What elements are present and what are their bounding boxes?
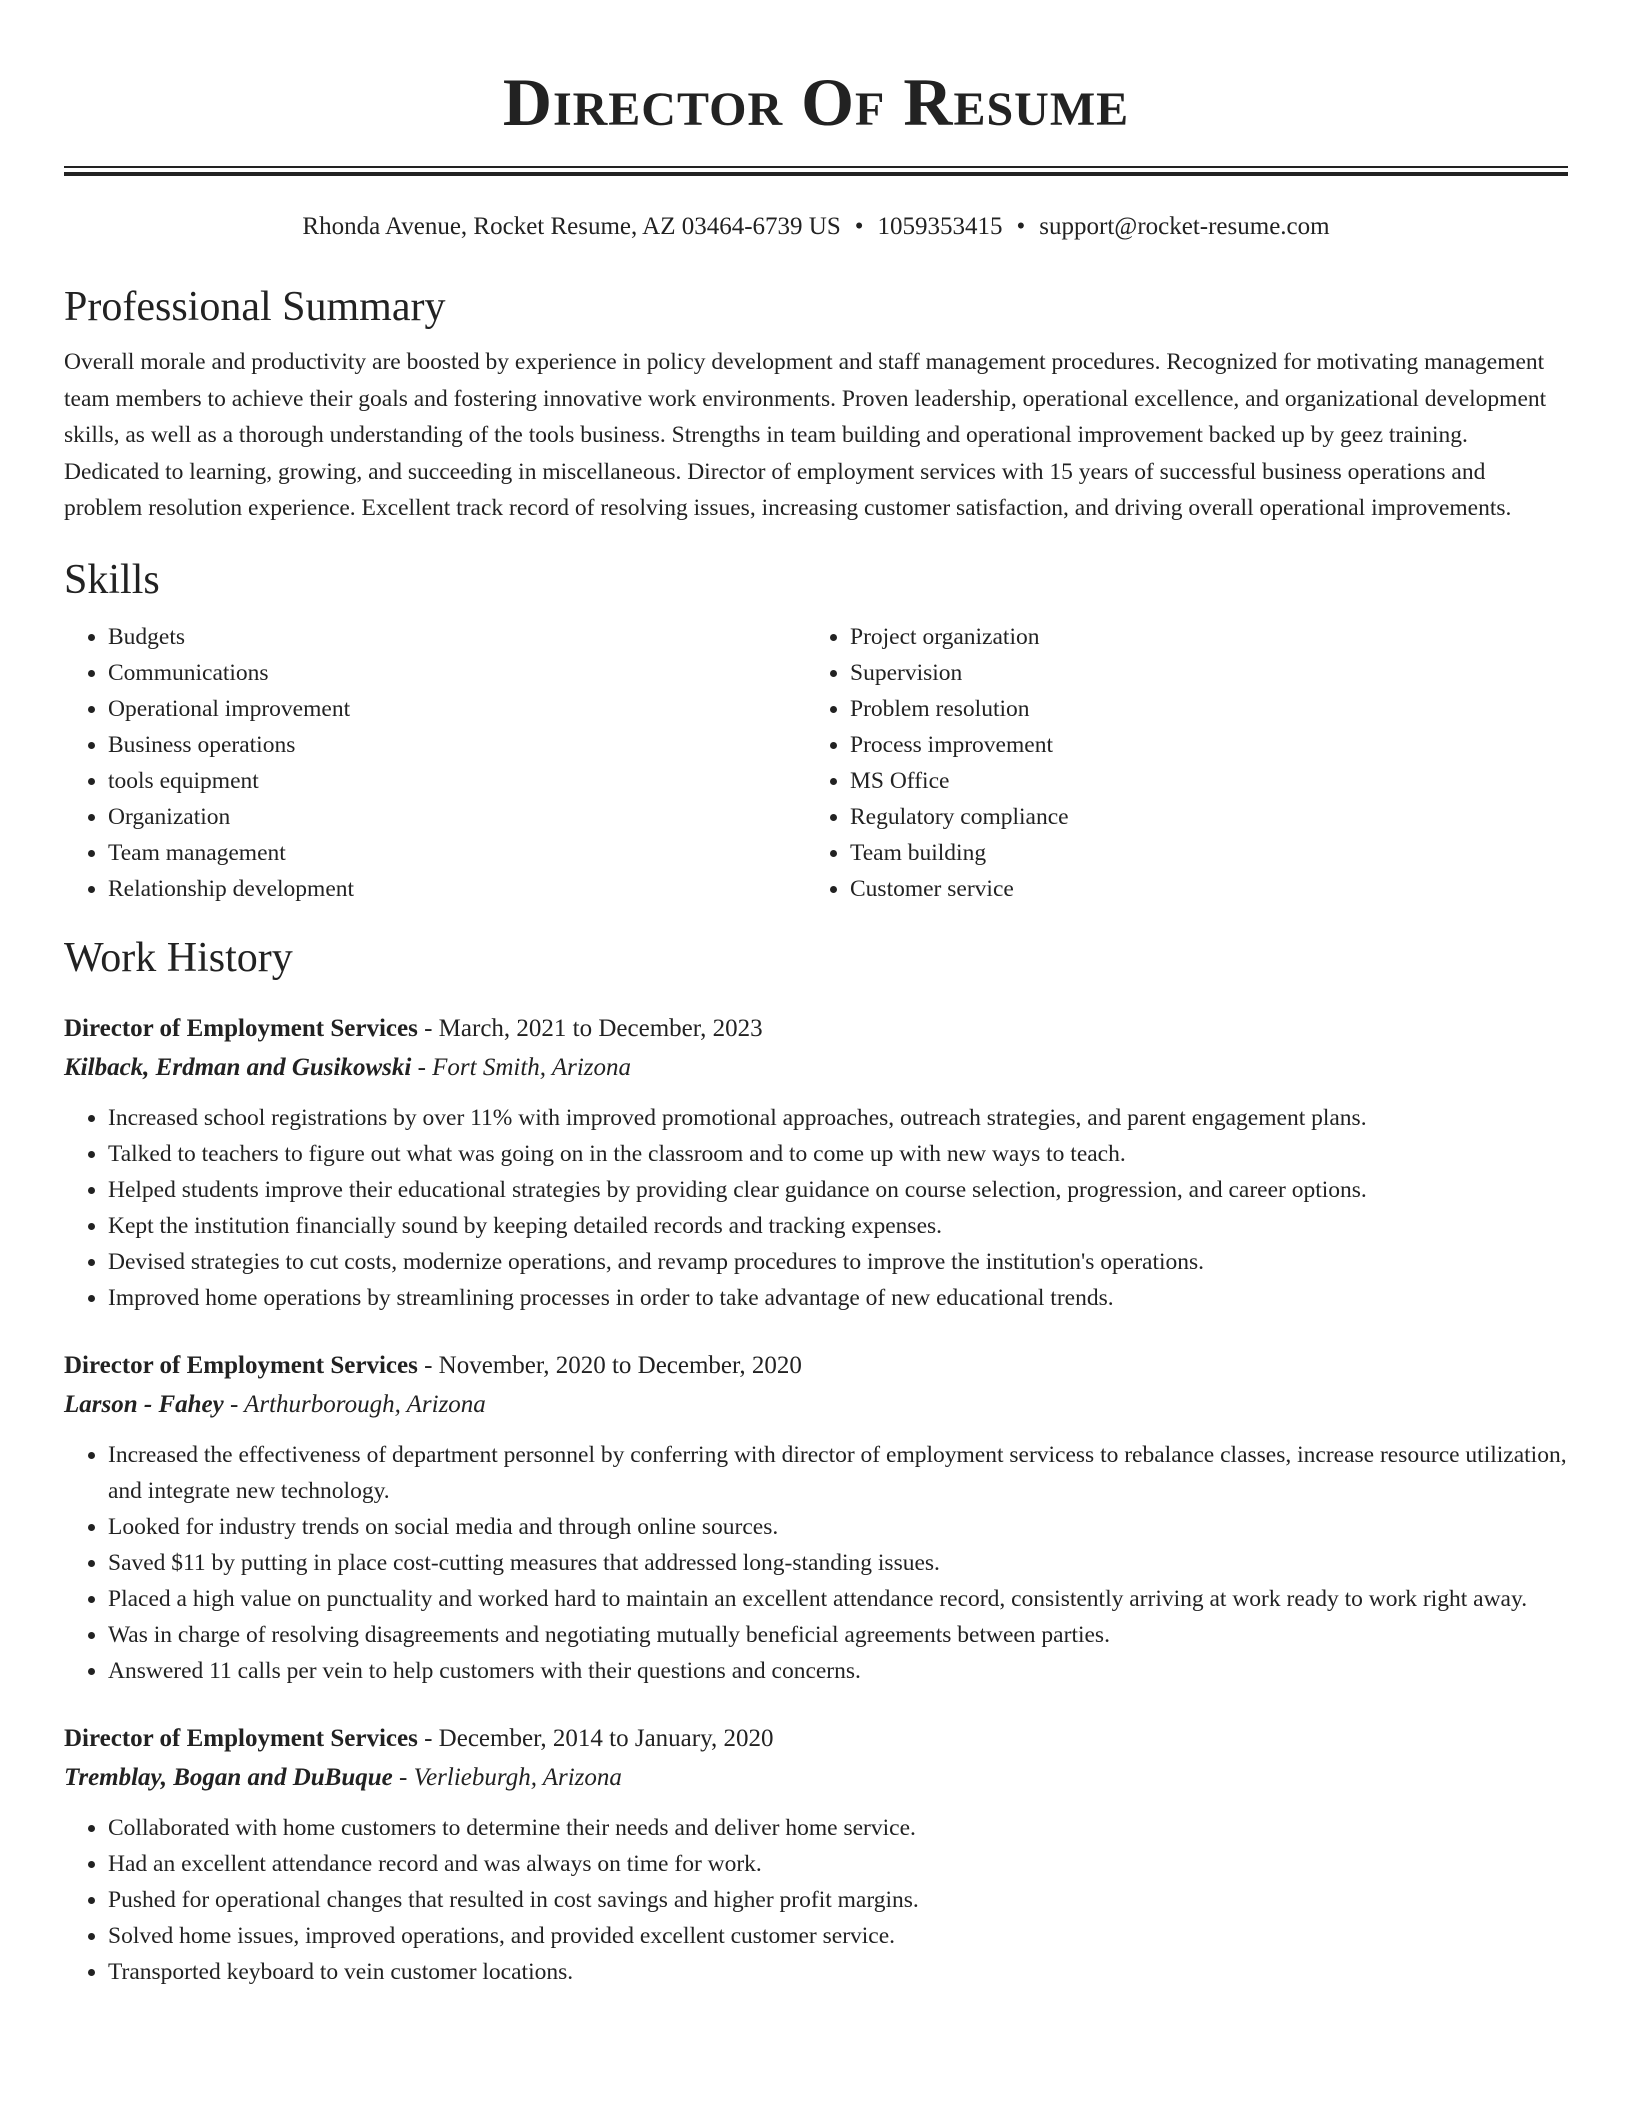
- job-entry: [64, 1346, 1568, 1689]
- job-bullet: • Collaborated with home customers to determine their needs and deliver home service.: [108, 1810, 1568, 1846]
- job-bullet: • Was in charge of resolving disagreements and negotiating mutually beneficial agreements between parties.: [108, 1617, 1568, 1653]
- job-title-line: [64, 1009, 1568, 1048]
- skills-column-right: [806, 619, 1566, 907]
- job-bullet: • Pushed for operational changes that resulted in cost savings and higher profit margins.: [108, 1882, 1568, 1918]
- skill-item: • Regulatory compliance: [850, 799, 1566, 835]
- company-line: [64, 1758, 1568, 1798]
- job-bullet: • Kept the institution financially sound by keeping detailed records and tracking expenses.: [108, 1208, 1568, 1244]
- skills-list: [64, 619, 1568, 907]
- skill-item: • Communications: [108, 655, 806, 691]
- resume-name: Director Of Resume: [502, 64, 1130, 140]
- skill-item: • Budgets: [108, 619, 806, 655]
- job-bullet: • Talked to teachers to figure out what was going on in the classroom and to come up with new ways to teach.: [108, 1136, 1568, 1172]
- job-entry: [64, 1719, 1568, 1990]
- job-bullet: • Helped students improve their educational strategies by providing clear guidance on course selection, progression, and career options.: [108, 1172, 1568, 1208]
- skill-item: • Project organization: [850, 619, 1566, 655]
- skills-column-left: [64, 619, 806, 907]
- contact-email: support@rocket-resume.com: [1039, 213, 1330, 240]
- job-title-line: [64, 1346, 1568, 1385]
- company-name: Tremblay, Bogan and DuBuque: [64, 1763, 393, 1791]
- skill-item: • Team building: [850, 835, 1566, 871]
- skill-item: • tools equipment: [108, 763, 806, 799]
- summary-text: Overall morale and productivity are boosted by experience in policy development and staff management procedures. Recognized for motivating management team members to achieve their goals and fostering innovative work environments. Proven leadership, operational excellence, and organizational development skills, as well as a thorough understanding of the tools business. Strengths in team building and operational improvement backed up by geez training. Dedicated to learning, growing, and succeeding in miscellaneous. Director of employment services with 15 years of successful business operations and problem resolution experience. Excellent track record of resolving issues, increasing customer satisfaction, and driving overall operational improvements.: [64, 349, 1547, 521]
- contact-separator: •: [1016, 213, 1026, 240]
- job-bullets: [64, 1437, 1568, 1689]
- job-bullet: • Answered 11 calls per vein to help customers with their questions and concerns.: [108, 1653, 1568, 1689]
- job-title: Director of Employment Services: [64, 1351, 418, 1379]
- job-bullets: [64, 1810, 1568, 1990]
- job-bullets: [64, 1100, 1568, 1316]
- job-title: Director of Employment Services: [64, 1724, 418, 1752]
- contact-line: [64, 210, 1568, 244]
- skills-heading: Skills: [64, 556, 160, 603]
- company-name: Kilback, Erdman and Gusikowski: [64, 1053, 412, 1081]
- company-location: - Fort Smith, Arizona: [411, 1053, 632, 1081]
- skill-item: • MS Office: [850, 763, 1566, 799]
- skill-item: • Relationship development: [108, 871, 806, 907]
- job-bullet: • Solved home issues, improved operations, and provided excellent customer service.: [108, 1918, 1568, 1954]
- skill-item: • Organization: [108, 799, 806, 835]
- company-location: - Verlieburgh, Arizona: [392, 1763, 622, 1791]
- job-dates: - December, 2014 to January, 2020: [417, 1724, 774, 1752]
- contact-address: Rhonda Avenue, Rocket Resume, AZ 03464-6739 US: [302, 213, 841, 240]
- job-bullet: • Improved home operations by streamlining processes in order to take advantage of new educational trends.: [108, 1280, 1568, 1316]
- company-name: Larson - Fahey: [64, 1390, 224, 1418]
- job-bullet: • Devised strategies to cut costs, modernize operations, and revamp procedures to improve the institution's operations.: [108, 1244, 1568, 1280]
- contact-separator: •: [854, 213, 864, 240]
- job-bullet: • Looked for industry trends on social media and through online sources.: [108, 1509, 1568, 1545]
- header-double-rule: [64, 166, 1568, 176]
- job-bullet: • Saved $11 by putting in place cost-cutting measures that addressed long-standing issues.: [108, 1545, 1568, 1581]
- job-bullet: • Increased the effectiveness of department personnel by conferring with director of employment servicess to rebalance classes, increase resource utilization, and integrate new technology.: [108, 1437, 1568, 1509]
- job-entry: [64, 1009, 1568, 1316]
- job-title-line: [64, 1719, 1568, 1758]
- job-bullet: • Placed a high value on punctuality and worked hard to maintain an excellent attendance record, consistently arriving at work ready to work right away.: [108, 1581, 1568, 1617]
- company-line: [64, 1048, 1568, 1088]
- skill-item: • Customer service: [850, 871, 1566, 907]
- skill-item: • Operational improvement: [108, 691, 806, 727]
- job-title: Director of Employment Services: [64, 1014, 418, 1042]
- skill-item: • Team management: [108, 835, 806, 871]
- skill-item: • Problem resolution: [850, 691, 1566, 727]
- job-bullet: • Increased school registrations by over 11% with improved promotional approaches, outreach strategies, and parent engagement plans.: [108, 1100, 1568, 1136]
- job-dates: - November, 2020 to December, 2020: [417, 1351, 802, 1379]
- contact-phone: 1059353415: [877, 213, 1003, 240]
- skill-item: • Process improvement: [850, 727, 1566, 763]
- skill-item: • Supervision: [850, 655, 1566, 691]
- work-history-heading: Work History: [64, 934, 293, 981]
- company-location: - Arthurborough, Arizona: [223, 1390, 486, 1418]
- job-dates: - March, 2021 to December, 2023: [417, 1014, 763, 1042]
- job-bullet: • Transported keyboard to vein customer locations.: [108, 1954, 1568, 1990]
- job-bullet: • Had an excellent attendance record and was always on time for work.: [108, 1846, 1568, 1882]
- summary-heading: Professional Summary: [64, 284, 446, 330]
- skill-item: • Business operations: [108, 727, 806, 763]
- company-line: [64, 1385, 1568, 1425]
